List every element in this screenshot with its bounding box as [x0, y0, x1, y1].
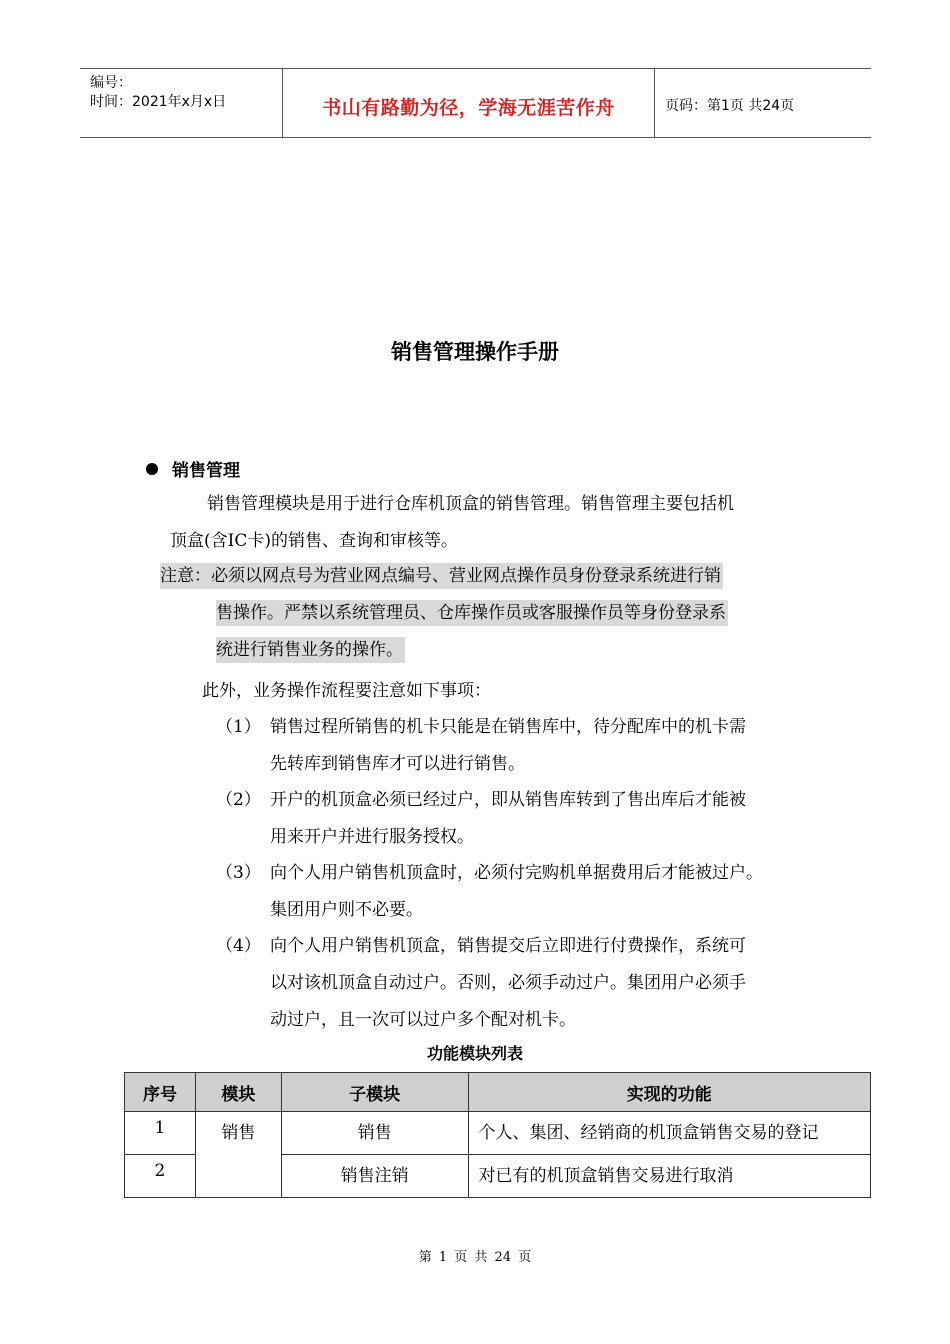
- item-number: （3）: [216, 863, 261, 883]
- number-label: 编号：: [90, 75, 132, 91]
- table-row: [125, 1112, 871, 1155]
- section-heading: [146, 456, 240, 481]
- cell-module: 销售: [195, 1112, 281, 1198]
- header-motto-cell: [283, 69, 655, 137]
- header-motto: 书山有路勤为径，学海无涯苦作舟: [322, 97, 615, 119]
- cell-no: 1: [125, 1112, 196, 1155]
- item-number: （1）: [216, 717, 261, 737]
- note-line-2: 售操作。严禁以系统管理员、仓库操作员或客服操作员等身份登录系: [216, 600, 728, 626]
- cell-func: 对已有的机顶盒销售交易进行取消: [468, 1155, 870, 1198]
- column-header: 模块: [195, 1073, 281, 1112]
- page-header: [80, 68, 871, 138]
- item-line: 动过户，且一次可以过户多个配对机卡。: [270, 1010, 576, 1030]
- header-page-label: 页码：第1页 共24页: [665, 98, 795, 114]
- item-number: （4）: [216, 936, 261, 956]
- section-heading-text: 销售管理: [172, 461, 240, 481]
- item-line: 向个人用户销售机顶盒时，必须付完购机单据费用后才能被过户。: [270, 863, 763, 883]
- besides-text: 此外，业务操作流程要注意如下事项：: [202, 681, 491, 701]
- bullet-icon: [146, 463, 158, 475]
- item-number: （2）: [216, 790, 261, 810]
- item-line: 以对该机顶盒自动过户。否则，必须手动过户。集团用户必须手: [270, 973, 746, 993]
- column-header: 子模块: [281, 1073, 468, 1112]
- item-line: 用来开户并进行服务授权。: [270, 827, 474, 847]
- cell-sub: 销售注销: [281, 1155, 468, 1198]
- item-line: 开户的机顶盒必须已经过户，即从销售库转到了售出库后才能被: [270, 790, 746, 810]
- date-label: 时间：2021年x月x日: [90, 94, 227, 110]
- module-table: [124, 1072, 871, 1198]
- header-page-cell: [655, 69, 871, 137]
- item-line: 向个人用户销售机顶盒，销售提交后立即进行付费操作，系统可: [270, 936, 746, 956]
- document-title: 销售管理操作手册: [391, 340, 559, 364]
- item-line: 集团用户则不必要。: [270, 900, 423, 920]
- note-line-1: 注意：必须以网点号为营业网点编号、营业网点操作员身份登录系统进行销: [160, 563, 723, 589]
- column-header: 实现的功能: [468, 1073, 870, 1112]
- item-line: 销售过程所销售的机卡只能是在销售库中，待分配库中的机卡需: [270, 717, 746, 737]
- page-footer: 第 1 页 共 24 页: [418, 1250, 532, 1265]
- header-info-cell: [80, 69, 283, 137]
- cell-func: 个人、集团、经销商的机顶盒销售交易的登记: [468, 1112, 870, 1155]
- table-caption: 功能模块列表: [426, 1044, 523, 1063]
- note-line-3: 统进行销售业务的操作。: [216, 637, 405, 663]
- intro-line-2: 顶盒(含IC卡)的销售、查询和审核等。: [170, 531, 458, 551]
- item-line: 先转库到销售库才可以进行销售。: [270, 754, 525, 774]
- cell-sub: 销售: [281, 1112, 468, 1155]
- intro-line-1: 销售管理模块是用于进行仓库机顶盒的销售管理。销售管理主要包括机: [207, 494, 734, 514]
- cell-no: 2: [125, 1155, 196, 1198]
- table-header-row: [125, 1073, 871, 1112]
- column-header: 序号: [125, 1073, 196, 1112]
